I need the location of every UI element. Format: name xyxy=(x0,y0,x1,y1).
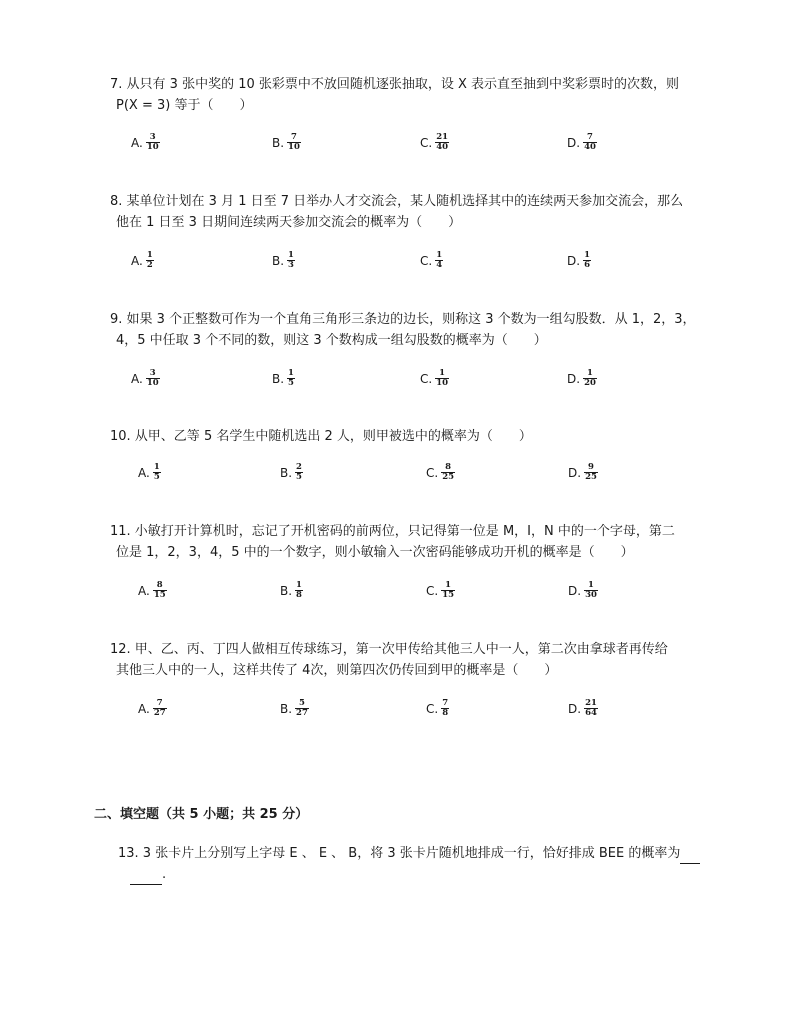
option-letter: B. xyxy=(280,701,293,716)
option-fraction: $\frac{7}{40}$ xyxy=(584,132,596,152)
question-12-line2: 其他三人中的一人，这样共传了 4次，则第四次仍传回到甲的概率是（ ） xyxy=(116,663,558,678)
question-13-period: . xyxy=(162,867,167,882)
option-letter: A. xyxy=(131,371,143,386)
option-fraction: $\frac{1}{8}$ xyxy=(296,580,302,600)
question-8-line1: 8. 某单位计划在 3 月 1 日至 7 日举办人才交流会，某人随机选择其中的连续两天参加交流会，那么 xyxy=(110,194,684,209)
option-letter: B. xyxy=(272,371,285,386)
question-11-line1: 11. 小敏打开计算机时，忘记了开机密码的前两位，只记得第一位是 M，I，N 中的一个字母，第二 xyxy=(110,524,675,539)
option-letter: C. xyxy=(426,583,439,598)
option-fraction: $\frac{1}{30}$ xyxy=(585,580,597,600)
option-fraction: $\frac{5}{27}$ xyxy=(296,698,308,718)
question-7-option-d[interactable] xyxy=(567,133,597,152)
option-fraction: $\frac{7}{10}$ xyxy=(288,132,300,152)
option-fraction: $\frac{1}{3}$ xyxy=(288,250,294,270)
option-letter: A. xyxy=(138,701,150,716)
option-fraction: $\frac{8}{15}$ xyxy=(153,580,166,600)
option-fraction: $\frac{7}{27}$ xyxy=(153,698,166,718)
option-fraction: $\frac{7}{8}$ xyxy=(442,698,449,718)
option-letter: D. xyxy=(568,701,582,716)
question-7-line1: 7. 从只有 3 张中奖的 10 张彩票中不放回随机逐张抽取，设 X 表示直至抽到中奖彩票时的次数，则 xyxy=(110,77,680,92)
question-11-option-a[interactable] xyxy=(138,581,167,600)
option-letter: C. xyxy=(420,371,433,386)
option-fraction: $\frac{3}{10}$ xyxy=(146,132,159,152)
question-9-line1: 9. 如果 3 个正整数可作为一个直角三角形三条边的边长，则称这 3 个数为一组勾股数．从 1，2，3， xyxy=(110,312,696,327)
option-fraction: $\frac{1}{6}$ xyxy=(584,250,590,270)
question-9-option-d[interactable] xyxy=(567,369,597,388)
question-10-option-d[interactable] xyxy=(568,463,598,482)
option-fraction: $\frac{9}{25}$ xyxy=(585,462,597,482)
option-fraction: $\frac{8}{25}$ xyxy=(442,462,455,482)
option-fraction: $\frac{21}{64}$ xyxy=(585,698,597,718)
question-7-line2: P(X = 3) 等于（ ） xyxy=(116,98,253,113)
option-letter: A. xyxy=(138,583,150,598)
question-8-line2: 他在 1 日至 3 日期间连续两天参加交流会的概率为（ ） xyxy=(116,215,462,230)
question-12-option-a[interactable] xyxy=(138,699,167,718)
option-fraction: $\frac{2}{5}$ xyxy=(296,462,302,482)
question-9-option-b[interactable] xyxy=(272,369,295,388)
answer-blank[interactable] xyxy=(680,849,700,864)
option-letter: D. xyxy=(567,371,581,386)
question-9-option-a[interactable] xyxy=(131,369,160,388)
option-fraction: $\frac{1}{4}$ xyxy=(436,250,443,270)
option-fraction: $\frac{1}{2}$ xyxy=(146,250,153,270)
option-letter: A. xyxy=(131,253,143,268)
option-fraction: $\frac{1}{10}$ xyxy=(436,368,449,388)
question-8-option-a[interactable] xyxy=(131,251,154,270)
question-12-option-b[interactable] xyxy=(280,699,309,718)
question-10-line1: 10. 从甲、乙等 5 名学生中随机选出 2 人，则甲被选中的概率为（ ） xyxy=(110,429,532,444)
option-fraction: $\frac{1}{20}$ xyxy=(584,368,596,388)
option-fraction: $\frac{1}{15}$ xyxy=(442,580,455,600)
option-letter: A. xyxy=(138,465,150,480)
question-9-option-c[interactable] xyxy=(420,369,449,388)
question-13-text: 13. 3 张卡片上分别写上字母 E 、 E 、 B，将 3 张卡片随机地排成一行，恰好排成 BEE 的概率为 xyxy=(118,846,681,861)
option-letter: B. xyxy=(272,253,285,268)
question-7-option-c[interactable] xyxy=(420,133,449,152)
option-letter: D. xyxy=(567,253,581,268)
option-letter: A. xyxy=(131,135,143,150)
option-letter: C. xyxy=(420,253,433,268)
option-letter: B. xyxy=(272,135,285,150)
question-8-option-c[interactable] xyxy=(420,251,443,270)
question-7-option-b[interactable] xyxy=(272,133,301,152)
option-letter: C. xyxy=(426,701,439,716)
question-7-option-a[interactable] xyxy=(131,133,160,152)
question-11-line2: 位是 1，2，3，4，5 中的一个数字，则小敏输入一次密码能够成功开机的概率是（ ） xyxy=(116,545,634,560)
option-fraction: $\frac{1}{5}$ xyxy=(288,368,294,388)
question-10-option-c[interactable] xyxy=(426,463,455,482)
question-12-line1: 12. 甲、乙、丙、丁四人做相互传球练习，第一次甲传给其他三人中一人，第二次由拿球者再传给 xyxy=(110,642,668,657)
option-letter: C. xyxy=(420,135,433,150)
answer-blank-continued[interactable] xyxy=(130,870,162,885)
question-9-line2: 4，5 中任取 3 个不同的数，则这 3 个数构成一组勾股数的概率为（ ） xyxy=(116,333,547,348)
option-letter: C. xyxy=(426,465,439,480)
question-12-option-d[interactable] xyxy=(568,699,598,718)
question-11-option-d[interactable] xyxy=(568,581,598,600)
question-10-option-a[interactable] xyxy=(138,463,161,482)
question-8-option-b[interactable] xyxy=(272,251,295,270)
question-13-line1 xyxy=(118,843,700,864)
option-letter: B. xyxy=(280,583,293,598)
option-letter: D. xyxy=(568,583,582,598)
option-letter: B. xyxy=(280,465,293,480)
option-letter: D. xyxy=(568,465,582,480)
question-8-option-d[interactable] xyxy=(567,251,591,270)
question-12-option-c[interactable] xyxy=(426,699,449,718)
option-fraction: $\frac{1}{5}$ xyxy=(153,462,160,482)
question-11-option-b[interactable] xyxy=(280,581,303,600)
question-10-option-b[interactable] xyxy=(280,463,303,482)
option-fraction: $\frac{21}{40}$ xyxy=(436,132,449,152)
option-fraction: $\frac{3}{10}$ xyxy=(146,368,159,388)
section-heading: 二、填空题（共 5 小题；共 25 分） xyxy=(94,807,309,822)
option-letter: D. xyxy=(567,135,581,150)
question-13-line2 xyxy=(130,864,166,885)
question-11-option-c[interactable] xyxy=(426,581,455,600)
